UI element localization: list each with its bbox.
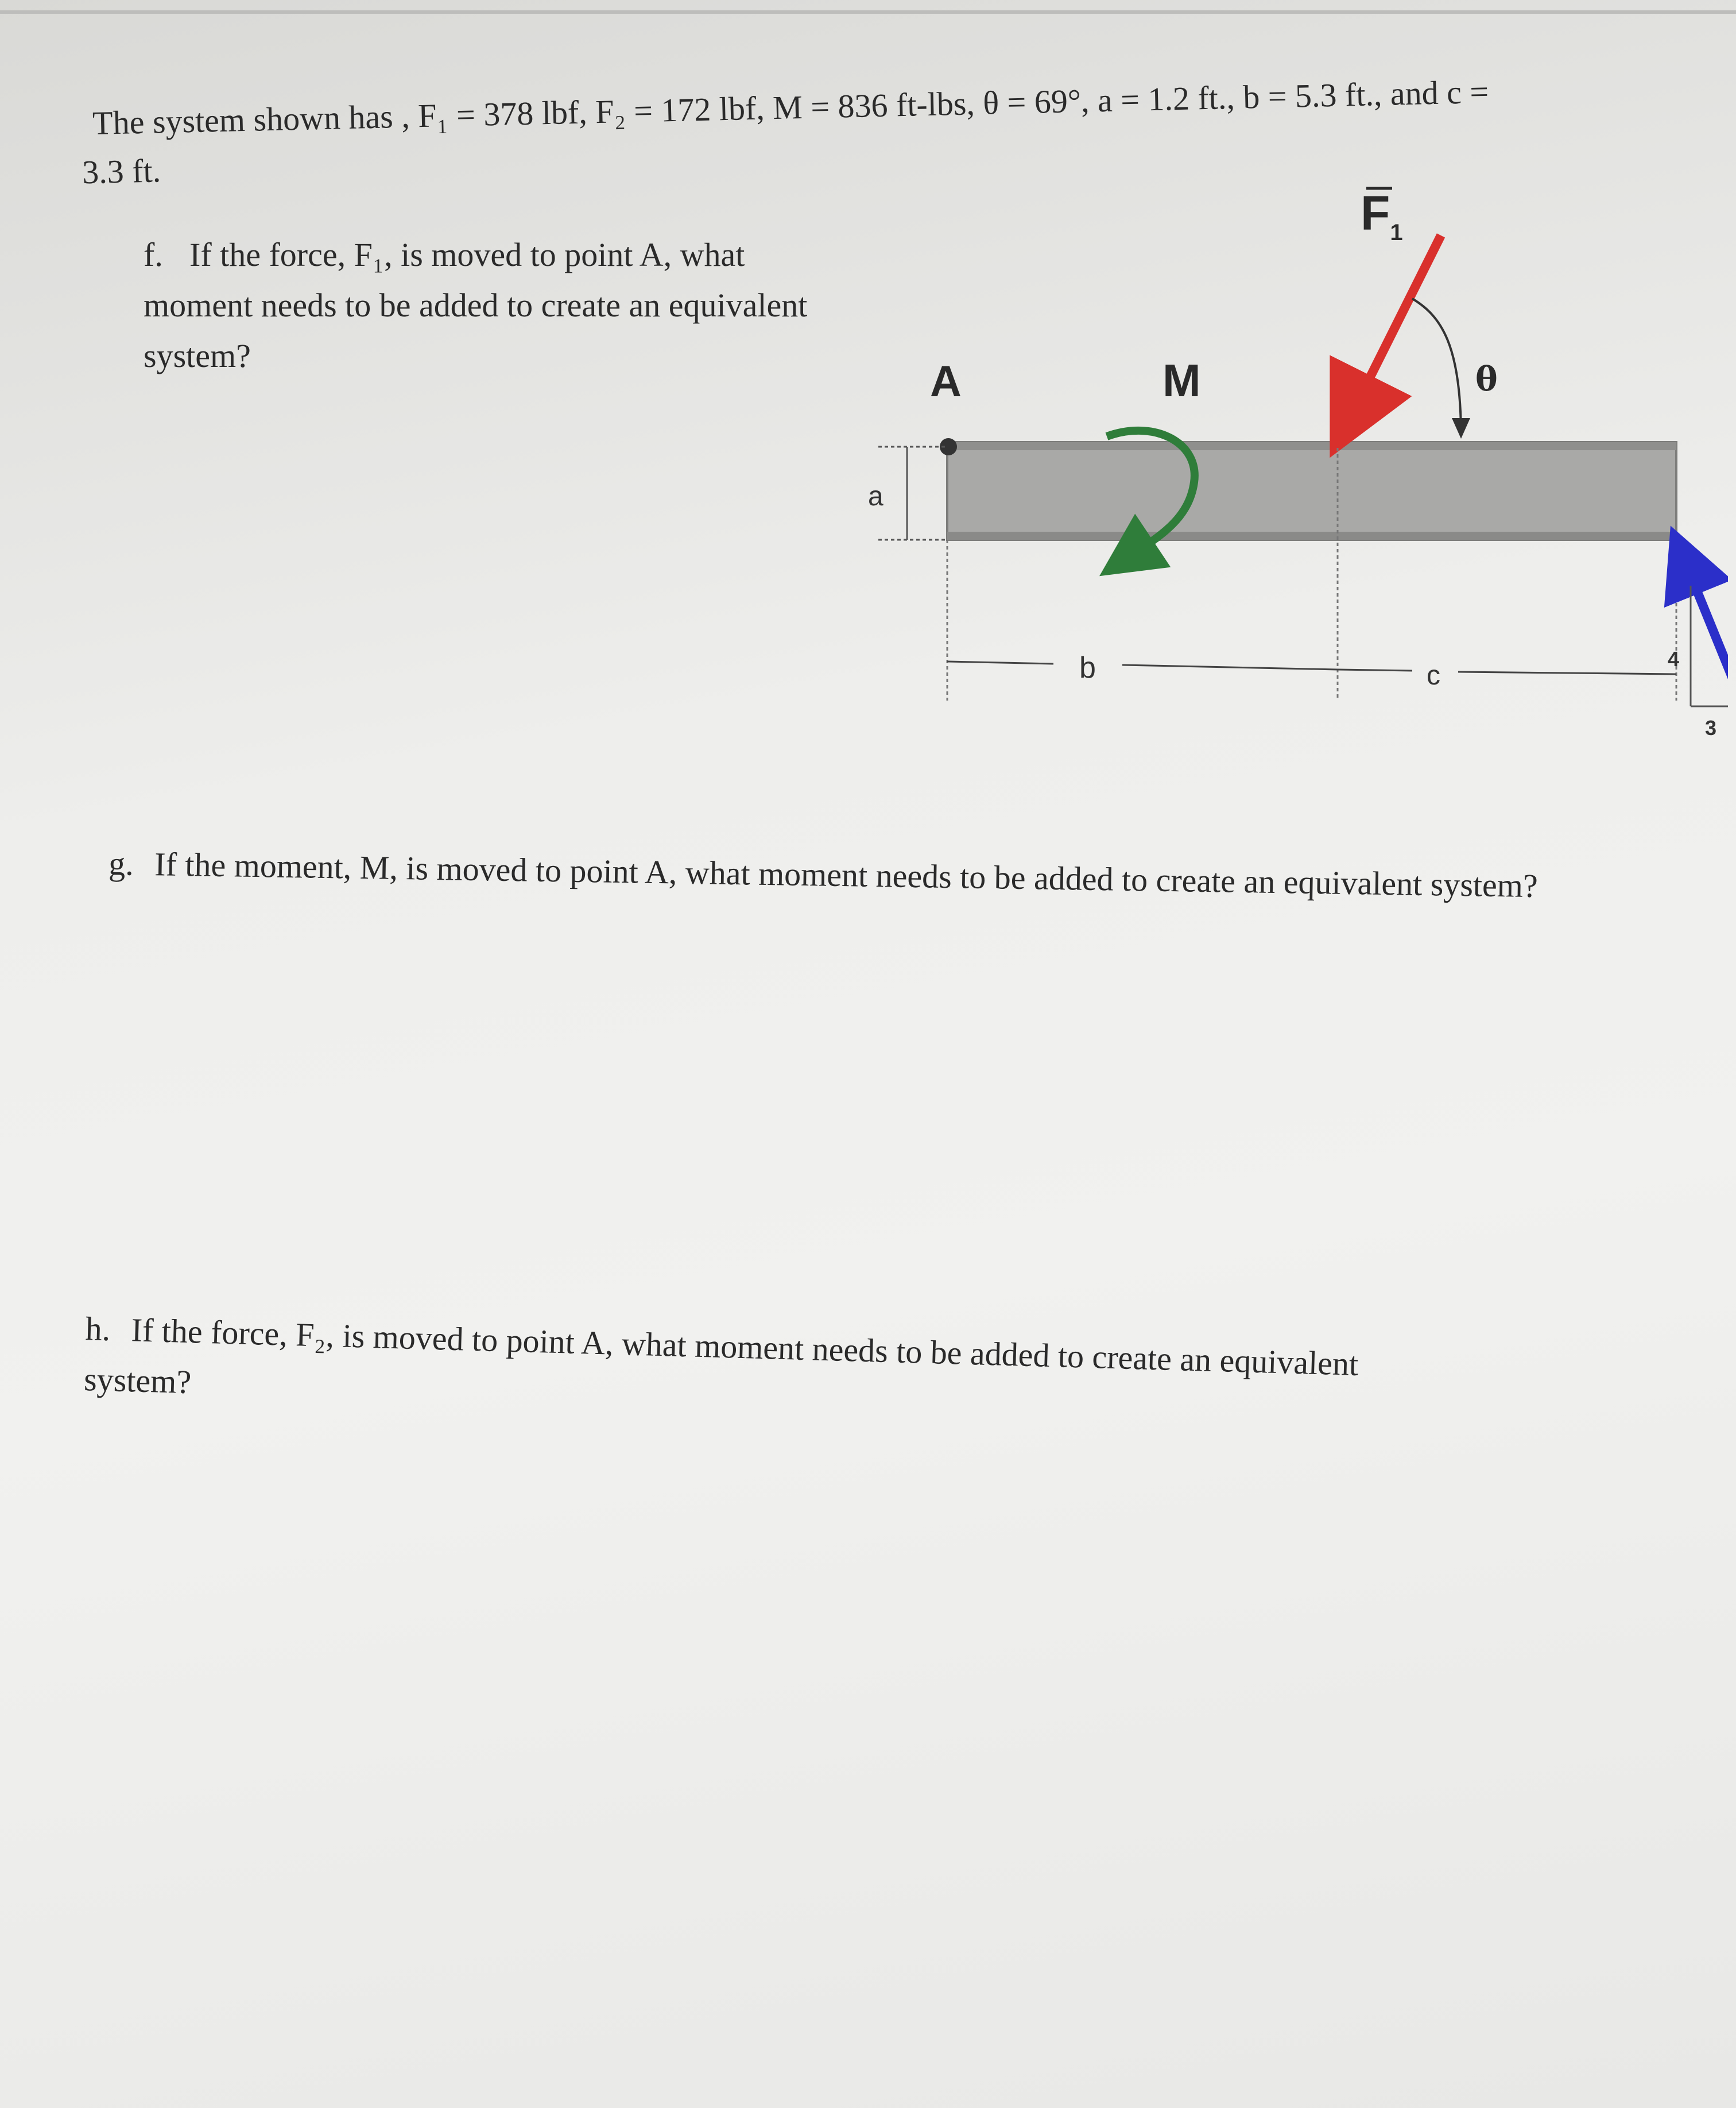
slope-run-label: 3	[1705, 716, 1717, 740]
slope-rise-label: 4	[1668, 647, 1680, 671]
question-f-text: If the force, F₁, is moved to point A, what moment needs to be added to create an equivalent system?	[144, 236, 808, 374]
question-f	[144, 230, 809, 381]
problem-statement-line-2: 3.3 ft.	[82, 152, 161, 191]
dim-c-label: c	[1427, 660, 1440, 691]
dim-b-label: b	[1079, 651, 1096, 684]
moment-label: M	[1162, 355, 1201, 406]
force-1-subscript: 1	[1390, 220, 1403, 245]
question-g-text: If the moment, M, is moved to point A, what moment needs to be added to create an equivalent system?	[154, 845, 1539, 905]
dim-b-line-right	[1122, 665, 1338, 670]
question-h	[83, 1304, 1463, 1443]
question-g-label: g.	[108, 844, 134, 883]
dim-c-line-right	[1458, 672, 1676, 674]
beam-top-face	[947, 442, 1676, 450]
question-h-label: h.	[84, 1309, 111, 1348]
force-1-arrow	[1346, 235, 1441, 425]
beam	[947, 442, 1676, 540]
problem-statement-line-1: The system shown has , F₁ = 378 lbf, F₂ = 172 lbf, M = 836 ft-lbs, θ = 69°, a = 1.2 ft., b = 5.3 ft., and c =	[92, 72, 1489, 142]
question-g	[108, 838, 1556, 912]
dim-c-line-left	[1338, 670, 1412, 671]
force-1-label	[1361, 186, 1403, 245]
beam-diagram	[832, 172, 1728, 758]
problem-statement	[82, 58, 1586, 191]
page-top-edge	[0, 10, 1736, 14]
force-1-letter: F	[1361, 186, 1390, 240]
dim-a-label: a	[868, 481, 884, 512]
theta-label: θ	[1475, 359, 1498, 399]
point-a-label: A	[930, 357, 962, 406]
force-2-arrow	[1681, 551, 1728, 724]
dim-b-line-left	[947, 662, 1053, 664]
question-f-label: f.	[144, 236, 163, 273]
beam-diagram-svg	[832, 172, 1728, 758]
question-h-text: If the force, F₂, is moved to point A, what moment needs to be added to create an equivalent system?	[83, 1311, 1359, 1401]
theta-arc	[1412, 299, 1461, 436]
beam-bottom-face	[947, 532, 1676, 540]
